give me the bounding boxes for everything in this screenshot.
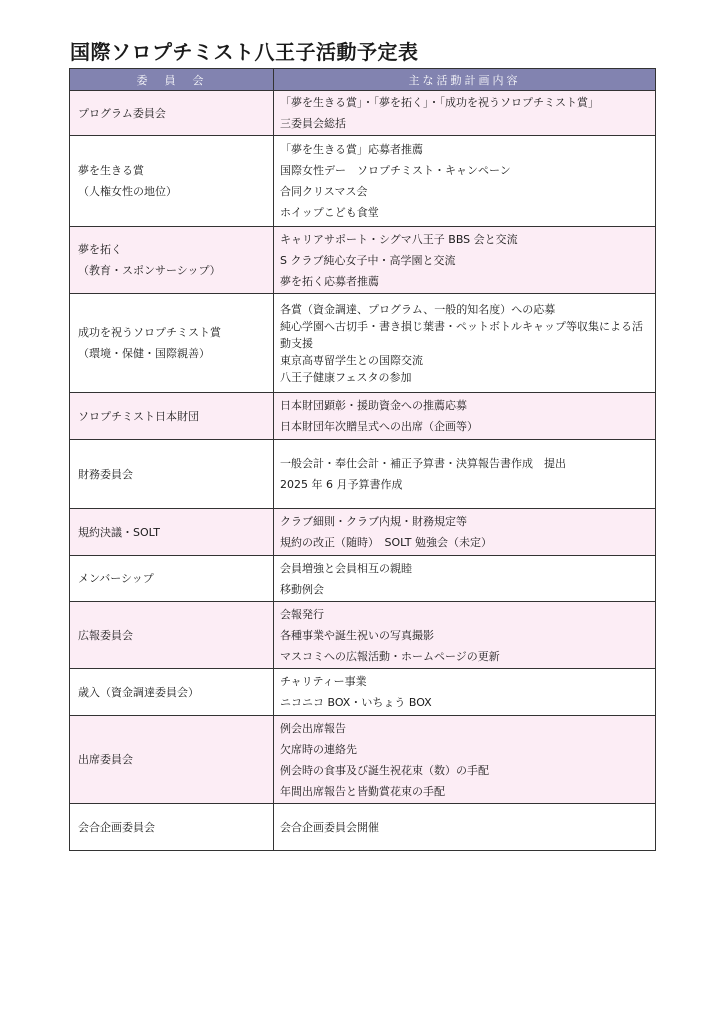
activities-cell xyxy=(274,669,656,716)
committee-cell xyxy=(70,602,274,669)
activity-item: 「夢を生きる賞」応募者推薦 xyxy=(280,143,423,156)
page-title: 国際ソロプチミスト八王子活動予定表 xyxy=(70,40,419,64)
committee-subtitle: （人権女性の地位） xyxy=(78,185,177,198)
activities-cell xyxy=(274,602,656,669)
table-header-row xyxy=(70,69,656,91)
activity-item: キャリアサポート・シグマ八王子 BBS 会と交流 xyxy=(280,232,518,246)
committee-column-header: 委 員 会 xyxy=(70,69,274,91)
activities-column-header: 主な活動計画内容 xyxy=(274,69,656,91)
activity-item: 欠席時の連絡先 xyxy=(280,742,357,756)
table-row xyxy=(70,440,656,509)
activity-item: 一般会計・奉仕会計・補正予算書・決算報告書作成 提出 xyxy=(280,457,566,470)
committee-cell xyxy=(70,804,274,851)
committee-name: 夢を生きる賞 xyxy=(78,164,144,177)
activity-item: 各賞（資金調達、プログラム、一般的知名度）への応募 xyxy=(280,302,556,316)
activity-item: 各種事業や誕生祝いの写真撮影 xyxy=(280,628,434,642)
activities-cell xyxy=(274,440,656,509)
activity-item: 日本財団年次贈呈式への出席（企画等） xyxy=(280,420,478,433)
committee-name: 出席委員会 xyxy=(78,753,133,766)
activity-item: 合同クリスマス会 xyxy=(280,185,368,198)
table-row xyxy=(70,669,656,716)
activity-schedule-table xyxy=(69,68,656,851)
activities-cell xyxy=(274,716,656,804)
activity-item: 会合企画委員会開催 xyxy=(280,820,379,834)
committee-cell xyxy=(70,227,274,294)
activity-item: 夢を拓く応募者推薦 xyxy=(280,274,379,288)
committee-name: メンバーシップ xyxy=(78,572,154,585)
committee-cell xyxy=(70,509,274,556)
activity-item: 会報発行 xyxy=(280,607,324,621)
committee-cell xyxy=(70,669,274,716)
activity-item: 移動例会 xyxy=(280,582,324,596)
activity-item: ホイップこども食堂 xyxy=(280,206,379,219)
committee-name: 夢を拓く xyxy=(78,243,122,256)
committee-cell xyxy=(70,556,274,602)
committee-subtitle: （教育・スポンサーシップ） xyxy=(78,264,221,277)
table-row xyxy=(70,556,656,602)
activity-item: 「夢を生きる賞」・「夢を拓く」・「成功を祝うソロプチミスト賞」 xyxy=(280,96,599,109)
committee-cell xyxy=(70,440,274,509)
committee-name: 成功を祝うソロプチミスト賞 xyxy=(78,326,221,339)
activity-item: 八王子健康フェスタの参加 xyxy=(280,370,412,384)
committee-name: プログラム委員会 xyxy=(78,106,166,120)
activities-cell xyxy=(274,227,656,294)
committee-name: ソロプチミスト日本財団 xyxy=(78,409,199,423)
committee-subtitle: （環境・保健・国際親善） xyxy=(78,347,210,360)
committee-name: 歳入（資金調達委員会） xyxy=(78,685,199,699)
table-row xyxy=(70,136,656,227)
activities-cell xyxy=(274,136,656,227)
activity-item: 例会時の食事及び誕生祝花束（数）の手配 xyxy=(280,763,489,777)
activity-item: クラブ細則・クラブ内規・財務規定等 xyxy=(280,515,467,528)
activity-item: 三委員会総括 xyxy=(280,117,346,130)
table-row xyxy=(70,716,656,804)
table-row xyxy=(70,602,656,669)
activity-item: マスコミへの広報活動・ホームページの更新 xyxy=(280,649,500,663)
activity-item: 規約の改正（随時） SOLT 勉強会（未定） xyxy=(280,536,492,549)
committee-cell xyxy=(70,393,274,440)
committee-name: 広報委員会 xyxy=(78,628,133,642)
activities-cell xyxy=(274,556,656,602)
committee-cell xyxy=(70,716,274,804)
activities-cell xyxy=(274,393,656,440)
activity-item: チャリティー事業 xyxy=(280,675,367,688)
activity-item: 2025 年 6 月予算書作成 xyxy=(280,478,403,491)
activities-cell xyxy=(274,91,656,136)
table-row xyxy=(70,509,656,556)
table-row xyxy=(70,804,656,851)
activity-item: 東京高専留学生との国際交流 xyxy=(280,353,423,367)
committee-cell xyxy=(70,294,274,393)
activities-cell xyxy=(274,804,656,851)
committee-name: 規約決議・SOLT xyxy=(78,525,160,539)
committee-cell xyxy=(70,136,274,227)
table-row xyxy=(70,227,656,294)
committee-cell xyxy=(70,91,274,136)
committee-name: 会合企画委員会 xyxy=(78,820,155,834)
activity-item: ニコニコ BOX・いちょう BOX xyxy=(280,696,432,709)
activities-cell xyxy=(274,509,656,556)
committee-name: 財務委員会 xyxy=(78,467,133,481)
activity-item: 国際女性デー ソロプチミスト・キャンペーン xyxy=(280,164,511,177)
activity-item: S クラブ純心女子中・高学園と交流 xyxy=(280,253,456,267)
activity-item: 純心学園へ古切手・書き損じ葉書・ペットボトルキャップ等収集による活動支援 xyxy=(280,319,643,350)
activity-item: 日本財団顕彰・援助資金への推薦応募 xyxy=(280,399,467,412)
activity-item: 例会出席報告 xyxy=(280,721,346,735)
table-row xyxy=(70,393,656,440)
activities-cell xyxy=(274,294,656,393)
activity-item: 年間出席報告と皆勤賞花束の手配 xyxy=(280,784,445,798)
activity-item: 会員増強と会員相互の親睦 xyxy=(280,561,412,575)
table-row xyxy=(70,294,656,393)
table-row xyxy=(70,91,656,136)
